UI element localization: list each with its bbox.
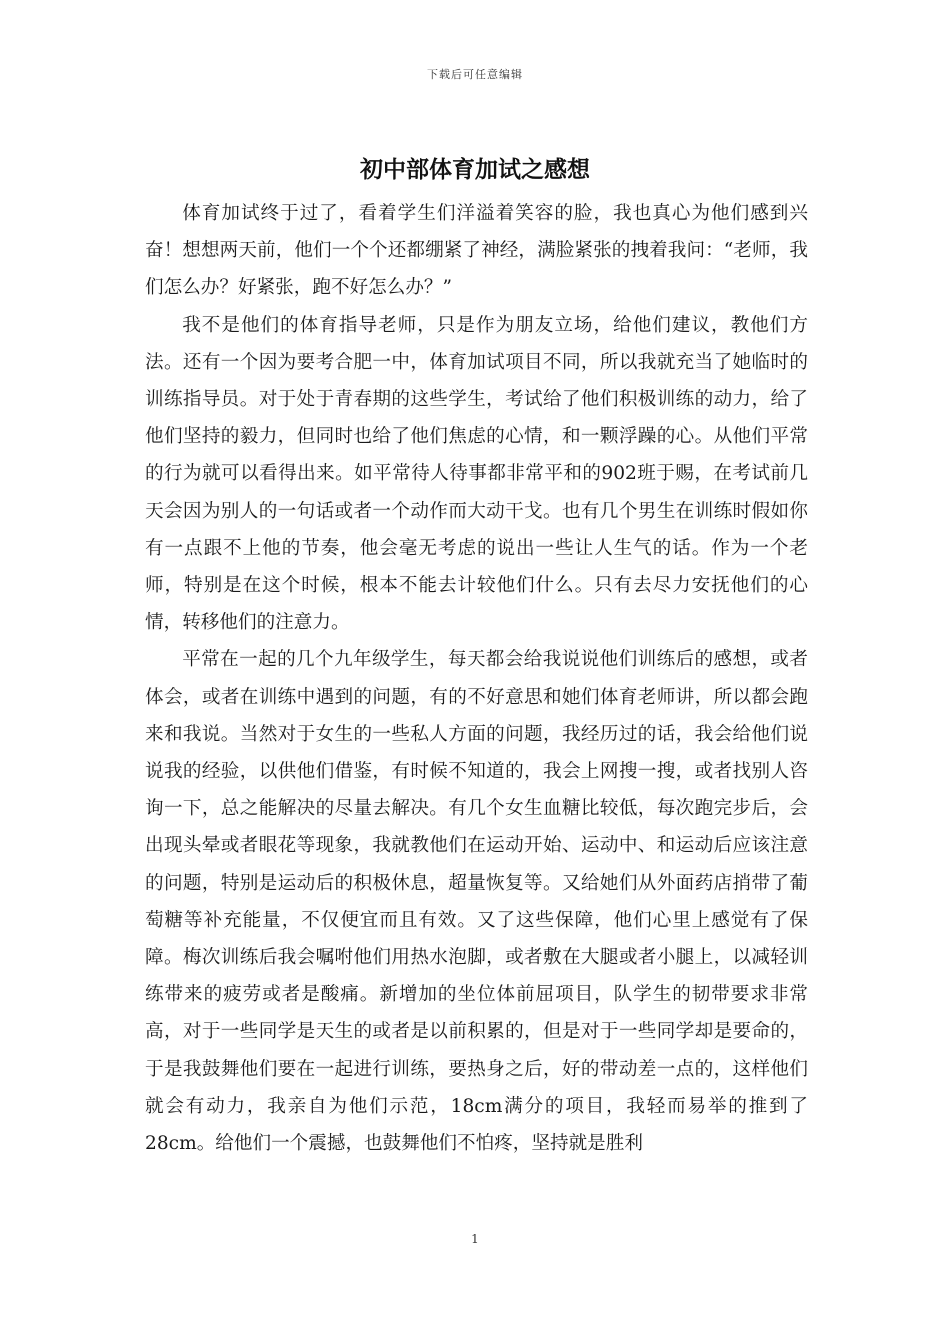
paragraph-2: 我不是他们的体育指导老师，只是作为朋友立场，给他们建议，教他们方法。还有一个因为要考合肥一中，体育加试项目不同，所以我就充当了她临时的训练指导员。对于处于青春期的这些学生，考试给了他们积极训练的动力，给了他们坚持的毅力，但同时也给了他们焦虑的心情，和一颗浮躁的心。从他们平常的行为就可以看得出来。如平常待人待事都非常平和的902班于赐，在考试前几天会因为别人的一句话或者一个动作而大动干戈。也有几个男生在训练时假如你有一点跟不上他的节奏，他会毫无考虑的说出一些让人生气的话。作为一个老师，特别是在这个时候，根本不能去计较他们什么。只有去尽力安抚他们的心情，转移他们的注意力。: [145, 314, 808, 634]
page-number: 1: [471, 1232, 479, 1246]
paragraph-1: 体育加试终于过了，看着学生们洋溢着笑容的脸，我也真心为他们感到兴奋！想想两天前，他们一个个还都绷紧了神经，满脸紧张的拽着我问：“老师，我们怎么办？好紧张，跑不好怎么办？”: [145, 203, 808, 299]
document-body: [145, 195, 808, 1162]
paragraph-3: 平常在一起的几个九年级学生，每天都会给我说说他们训练后的感想，或者体会，或者在训练中遇到的问题，有的不好意思和她们体育老师讲，所以都会跑来和我说。当然对于女生的一些私人方面的问题，我经历过的话，我会给他们说说我的经验，以供他们借鉴，有时候不知道的，我会上网搜一搜，或者找别人咨询一下，总之能解决的尽量去解决。有几个女生血糖比较低，每次跑完步后，会出现头晕或者眼花等现象，我就教他们在运动开始、运动中、和运动后应该注意的问题，特别是运动后的积极休息，超量恢复等。又给她们从外面药店捎带了葡萄糖等补充能量，不仅便宜而且有效。又了这些保障，他们心里上感觉有了保障。梅次训练后我会嘱咐他们用热水泡脚，或者敷在大腿或者小腿上，以减轻训练带来的疲劳或者是酸痛。新增加的坐位体前屈项目，队学生的韧带要求非常高，对于一些同学是天生的或者是以前积累的，但是对于一些同学却是要命的，于是我鼓舞他们要在一起进行训练，要热身之后，好的带动差一点的，这样他们就会有动力，我亲自为他们示范，18cm满分的项目，我轻而易举的推到了28cm。给他们一个震撼，也鼓舞他们不怕疼，坚持就是胜利: [145, 649, 808, 1155]
document-title: 初中部体育加试之感想: [360, 156, 590, 183]
page-header: 下载后可任意编辑: [427, 68, 523, 81]
